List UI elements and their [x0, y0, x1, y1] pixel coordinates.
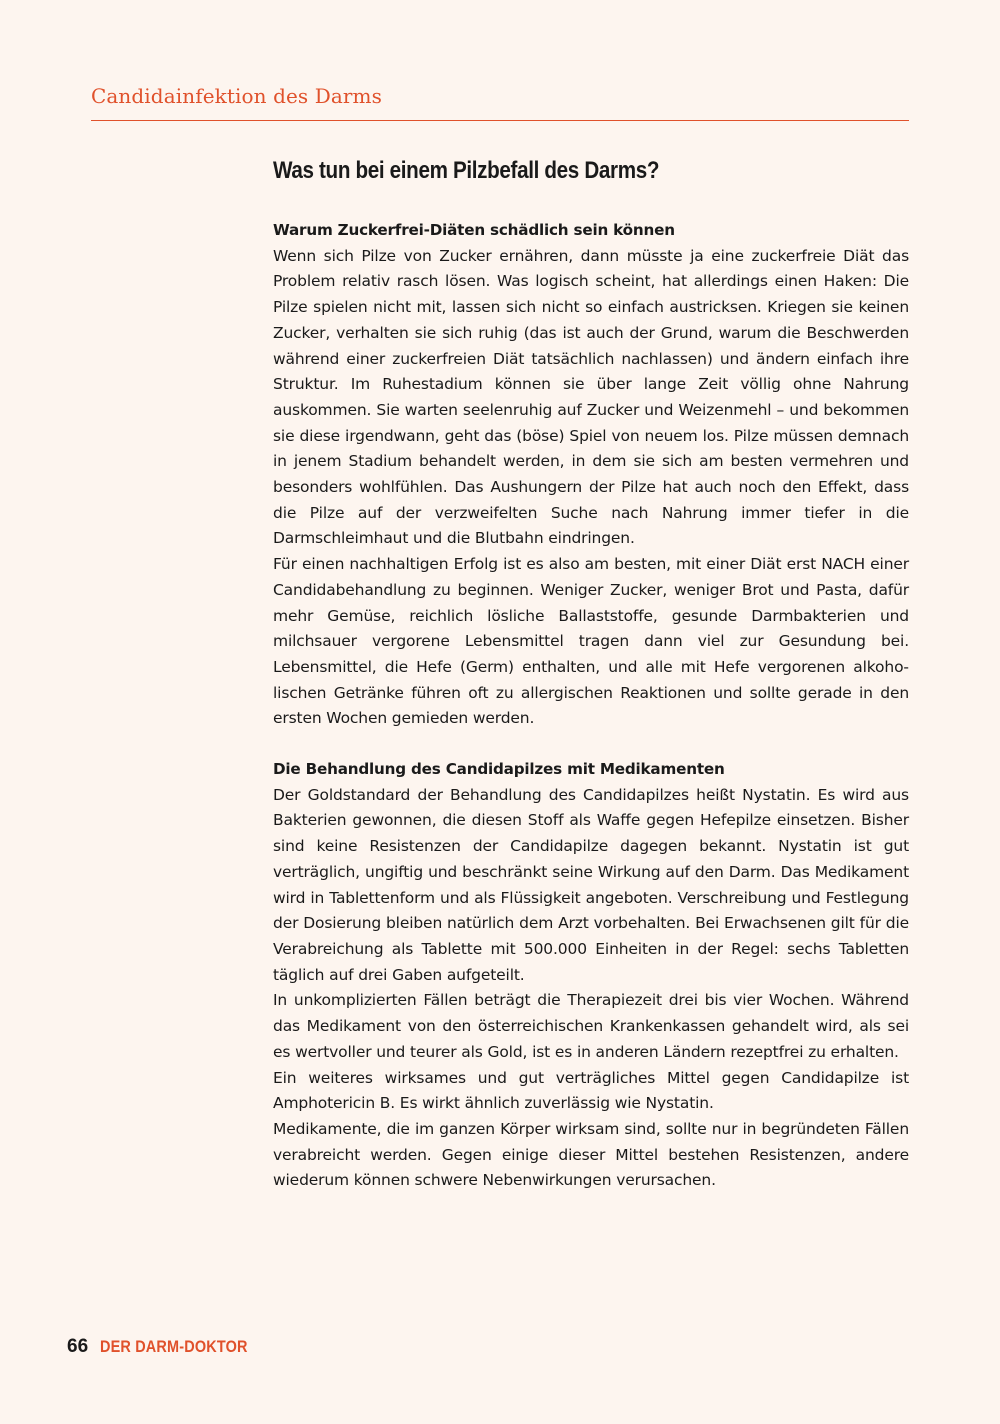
header-rule: [91, 120, 909, 121]
paragraph: Wenn sich Pilze von Zucker ernähren, dann müsste ja eine zuckerfreie Diät das Problem relativ rasch lösen. Was logisch scheint, hat allerdings einen Haken: Die Pilze spielen nicht mit, lassen sich nicht so einfach austricksen. Kriegen sie keinen Zucker, verhalten sie sich ruhig (das ist auch der Grund, warum die Beschwerden während einer zuckerfreien Diät tatsächlich nachlassen) und ändern einfach ihre Struktur. Im Ruhestadium können sie über lange Zeit völlig ohne Nahrung auskommen. Sie warten seelenruhig auf Zucker und Weizenmehl – und bekommen sie diese irgendwann, geht das (böse) Spiel von neuem los. Pilze müssen demnach in jenem Stadium behandelt werden, in dem sie sich am besten vermehren und besonders wohlfühlen. Das Aushungern der Pilze hat auch noch den Effekt, dass die Pilze auf der verzweifelten Suche nach Nahrung immer tiefer in die Darmschleimhaut und die Blutbahn eindringen.: [273, 246, 909, 548]
article-body: [273, 154, 909, 1219]
book-title: DER DARM-DOKTOR: [100, 1337, 248, 1356]
section-medikamente: [273, 757, 909, 1194]
section-heading: Die Behandlung des Candidapilzes mit Medikamenten: [273, 760, 725, 779]
section-heading: Warum Zuckerfrei-Diäten schädlich sein können: [273, 221, 675, 239]
page-title: Was tun bei einem Pilzbefall des Darms?: [273, 157, 660, 184]
page-footer: [67, 1336, 274, 1358]
paragraph: In unkomplizierten Fällen beträgt die Therapiezeit drei bis vier Wochen. Während das Medikament von den österreichischen Krankenkassen gehandelt wird, als sei es wertvoller und teurer als Gold, ist es in anderen Ländern rezeptfrei zu erhalten.: [273, 991, 909, 1061]
section-zuckerfrei-diaeten: [273, 218, 909, 732]
paragraph: Der Goldstandard der Behandlung des Candidapilzes heißt Nystatin. Es wird aus Bakterien gewonnen, die diesen Stoff als Waffe gegen Hefepilze einsetzen. Bisher sind keine Resistenzen der Candidapilze dagegen bekannt. Nystatin ist gut verträglich, ungiftig und beschränkt seine Wirkung auf den Darm. Das Medikament wird in Tablettenform und als Flüssigkeit angeboten. Verschreibung und Festlegung der Dosierung bleiben natürlich dem Arzt vorbehalten. Bei Erwachsenen gilt für die Verabreichung als Tablette mit 500.000 Einheiten in der Regel: sechs Tabletten täglich auf drei Gaben aufgeteilt.: [273, 785, 909, 984]
paragraph: Medikamente, die im ganzen Körper wirksam sind, sollte nur in begründeten Fällen verabreicht werden. Gegen einige dieser Mittel bestehen Resistenzen, andere wiederum können schwere Nebenwirkungen verursachen.: [273, 1119, 909, 1190]
paragraph: Ein weiteres wirksames und gut verträgliches Mittel gegen Candidapilze ist Amphotericin B. Es wirkt ähnlich zuverlässig wie Nystatin.: [273, 1068, 909, 1113]
running-head: Candidainfektion des Darms: [91, 84, 382, 108]
paragraph: Für einen nachhaltigen Erfolg ist es also am besten, mit einer Diät erst NACH einer Candidabehandlung zu beginnen. Weniger Zucker, weniger Brot und Pasta, dafür mehr Gemüse, reichlich lösliche Ballaststoffe, gesunde Darmbakterien und milchsauer vergorene Lebensmittel tragen dann viel zur Gesundung bei. Lebensmittel, die Hefe (Germ) enthalten, und alle mit Hefe vergorenen alkoholischen Getränke führen oft zu allergischen Reaktionen und sollte gerade in den ersten Wochen gemieden werden.: [273, 555, 909, 728]
page-number: 66: [67, 1336, 89, 1357]
